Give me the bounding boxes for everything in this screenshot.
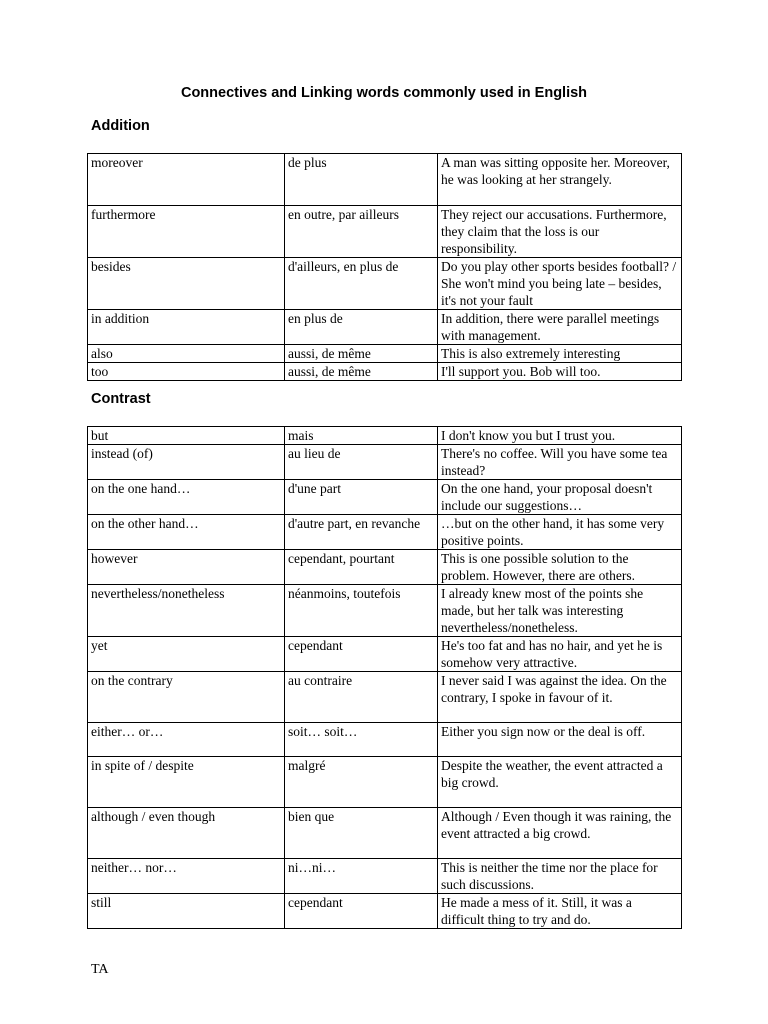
- example-cell: On the one hand, your proposal doesn't include our suggestions…: [438, 480, 682, 515]
- example-cell: Despite the weather, the event attracted a big crowd.: [438, 757, 682, 808]
- french-cell: malgré: [285, 757, 438, 808]
- term-cell: either… or…: [88, 723, 285, 757]
- term-cell: on the one hand…: [88, 480, 285, 515]
- page-title: Connectives and Linking words commonly used in English: [180, 85, 588, 101]
- example-cell: Either you sign now or the deal is off.: [438, 723, 682, 757]
- french-cell: mais: [285, 427, 438, 445]
- example-cell: He made a mess of it. Still, it was a difficult thing to try and do.: [438, 894, 682, 929]
- term-cell: but: [88, 427, 285, 445]
- example-cell: A man was sitting opposite her. Moreover, he was looking at her strangely.: [438, 154, 682, 206]
- table-row: [88, 585, 682, 637]
- example-cell: I'll support you. Bob will too.: [438, 363, 682, 381]
- term-cell: in addition: [88, 310, 285, 345]
- example-cell: Although / Even though it was raining, the event attracted a big crowd.: [438, 808, 682, 859]
- table-row: [88, 859, 682, 894]
- term-cell: nevertheless/nonetheless: [88, 585, 285, 637]
- term-cell: although / even though: [88, 808, 285, 859]
- term-cell: too: [88, 363, 285, 381]
- example-cell: This is one possible solution to the problem. However, there are others.: [438, 550, 682, 585]
- table-row: [88, 808, 682, 859]
- table-row: [88, 637, 682, 672]
- section-heading-contrast: Contrast: [91, 391, 151, 407]
- addition-table: [87, 153, 682, 381]
- example-cell: He's too fat and has no hair, and yet he is somehow very attractive.: [438, 637, 682, 672]
- table-row: [88, 154, 682, 206]
- section-heading-addition: Addition: [91, 118, 150, 134]
- term-cell: moreover: [88, 154, 285, 206]
- example-cell: This is neither the time nor the place for such discussions.: [438, 859, 682, 894]
- table-row: [88, 310, 682, 345]
- example-cell: I never said I was against the idea. On the contrary, I spoke in favour of it.: [438, 672, 682, 723]
- example-cell: Do you play other sports besides football? / She won't mind you being late – besides, it's not your fault: [438, 258, 682, 310]
- table-row: [88, 206, 682, 258]
- example-cell: I don't know you but I trust you.: [438, 427, 682, 445]
- term-cell: besides: [88, 258, 285, 310]
- table-row: [88, 345, 682, 363]
- table-row: [88, 550, 682, 585]
- term-cell: still: [88, 894, 285, 929]
- french-cell: ni…ni…: [285, 859, 438, 894]
- term-cell: on the contrary: [88, 672, 285, 723]
- footer-initials: TA: [91, 962, 109, 977]
- term-cell: instead (of): [88, 445, 285, 480]
- french-cell: cependant, pourtant: [285, 550, 438, 585]
- table-row: [88, 723, 682, 757]
- table-row: [88, 445, 682, 480]
- french-cell: bien que: [285, 808, 438, 859]
- example-cell: This is also extremely interesting: [438, 345, 682, 363]
- term-cell: in spite of / despite: [88, 757, 285, 808]
- example-cell: …but on the other hand, it has some very positive points.: [438, 515, 682, 550]
- example-cell: I already knew most of the points she made, but her talk was interesting nevertheless/nonetheless.: [438, 585, 682, 637]
- french-cell: d'une part: [285, 480, 438, 515]
- french-cell: soit… soit…: [285, 723, 438, 757]
- french-cell: de plus: [285, 154, 438, 206]
- table-row: [88, 515, 682, 550]
- french-cell: d'autre part, en revanche: [285, 515, 438, 550]
- term-cell: furthermore: [88, 206, 285, 258]
- french-cell: cependant: [285, 637, 438, 672]
- french-cell: en plus de: [285, 310, 438, 345]
- french-cell: aussi, de même: [285, 363, 438, 381]
- french-cell: au lieu de: [285, 445, 438, 480]
- french-cell: cependant: [285, 894, 438, 929]
- term-cell: neither… nor…: [88, 859, 285, 894]
- table-row: [88, 480, 682, 515]
- example-cell: In addition, there were parallel meetings with management.: [438, 310, 682, 345]
- french-cell: en outre, par ailleurs: [285, 206, 438, 258]
- french-cell: néanmoins, toutefois: [285, 585, 438, 637]
- term-cell: however: [88, 550, 285, 585]
- french-cell: au contraire: [285, 672, 438, 723]
- table-row: [88, 258, 682, 310]
- table-row: [88, 363, 682, 381]
- example-cell: There's no coffee. Will you have some tea instead?: [438, 445, 682, 480]
- table-row: [88, 757, 682, 808]
- term-cell: on the other hand…: [88, 515, 285, 550]
- table-row: [88, 894, 682, 929]
- french-cell: d'ailleurs, en plus de: [285, 258, 438, 310]
- table-row: [88, 427, 682, 445]
- table-row: [88, 672, 682, 723]
- contrast-table: [87, 426, 682, 929]
- term-cell: also: [88, 345, 285, 363]
- french-cell: aussi, de même: [285, 345, 438, 363]
- example-cell: They reject our accusations. Furthermore, they claim that the loss is our responsibility.: [438, 206, 682, 258]
- term-cell: yet: [88, 637, 285, 672]
